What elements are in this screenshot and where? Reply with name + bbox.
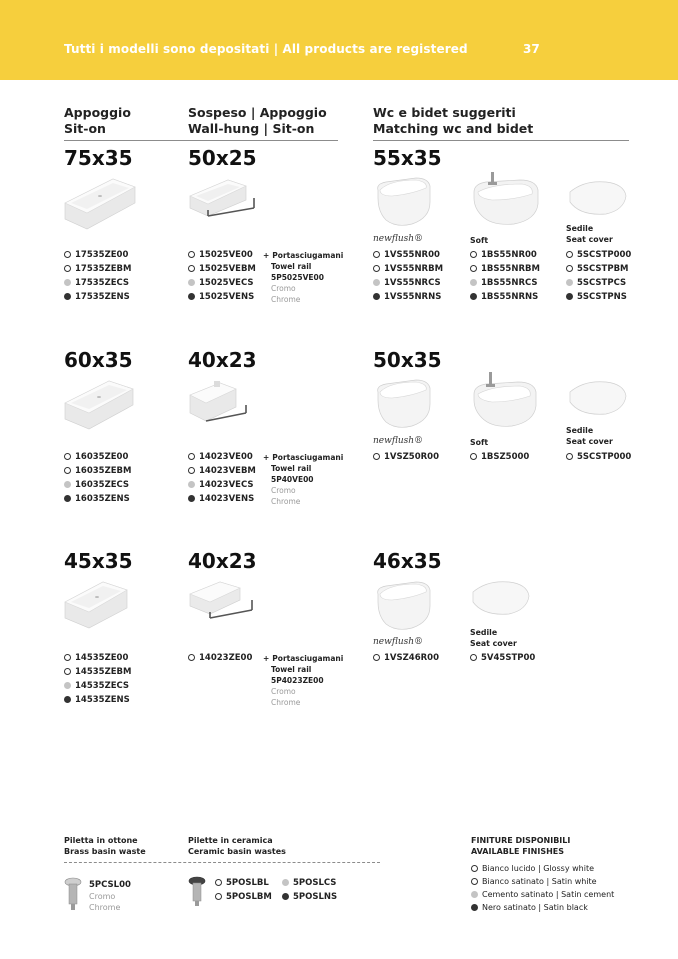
code-item: 1BSZ5000 (470, 451, 529, 465)
washbasin-40x23-image (188, 578, 260, 626)
glossy-white-dot (470, 453, 477, 460)
code-item: 14023VENS (188, 493, 254, 507)
glossy-white-dot (566, 453, 573, 460)
towel-rail-note: + Portasciugamani Towel rail 5P40VE00 Cromo Chrome (263, 453, 344, 506)
satin-cement-dot (188, 279, 195, 286)
finish-satin-cement: Cemento satinato | Satin cement (471, 889, 614, 900)
brass-waste-code: 5PCSL00 (89, 880, 131, 890)
finishes-header: FINITURE DISPONIBILI AVAILABLE FINISHES (471, 836, 571, 856)
satin-white-dot (188, 265, 195, 272)
sedile-text: Sedile (470, 628, 498, 637)
header-rule-left (64, 140, 338, 141)
code-item: 16035ZECS (64, 479, 129, 493)
satin-black-dot (64, 495, 71, 502)
seat-label (470, 627, 517, 649)
size-label: 50x35 (373, 348, 442, 372)
wc-46x35-image (372, 576, 444, 634)
satin-black-dot (566, 293, 573, 300)
code-item: 15025VENS (188, 291, 254, 305)
satin-cement-dot (64, 682, 71, 689)
finish-glossy-white: Bianco lucido | Glossy white (471, 863, 594, 874)
col2-header-en: Wall-hung | Sit-on (188, 121, 315, 136)
code-item: 1BS55NRCS (470, 277, 538, 291)
code-item: 14023VECS (188, 479, 253, 493)
satin-cement-dot (64, 279, 71, 286)
col3-header-en: Matching wc and bidet (373, 121, 534, 136)
satin-white-dot (64, 668, 71, 675)
code-item: 5POSLCS (282, 877, 336, 891)
satin-black-dot (471, 904, 478, 911)
size-label: 46x35 (373, 549, 442, 573)
glossy-white-dot (373, 654, 380, 661)
code-item: 15025VECS (188, 277, 253, 291)
satin-white-dot (64, 467, 71, 474)
brass-waste-image (63, 876, 83, 912)
newflush-label: newflush® (373, 637, 424, 647)
glossy-white-dot (188, 251, 195, 258)
satin-cement-dot (282, 879, 289, 886)
glossy-white-dot (188, 654, 195, 661)
code-item: 1VSZ46R00 (373, 652, 439, 666)
washbasin-45x35-image (63, 578, 133, 634)
glossy-white-dot (215, 879, 222, 886)
code-item: 17535ZEBM (64, 263, 131, 277)
banner-text: Tutti i modelli sono depositati | All products are registered (64, 42, 468, 56)
seat-label (566, 425, 613, 447)
wc-50x35-image (372, 374, 444, 432)
code-item: 17535ZECS (64, 277, 129, 291)
satin-black-dot (470, 293, 477, 300)
washbasin-40x23-image (188, 379, 250, 427)
code-item: 15025VE00 (188, 249, 253, 263)
ceramic-waste-header: Pilette in ceramica Ceramic basin wastes (188, 836, 286, 856)
code-item: 14535ZEBM (64, 666, 131, 680)
size-label: 40x23 (188, 549, 257, 573)
code-item: 14535ZE00 (64, 652, 128, 666)
header-rule-right (373, 140, 629, 141)
col2-header-it: Sospeso | Appoggio (188, 105, 327, 120)
code-item: 5POSLBM (215, 891, 272, 905)
code-item: 14535ZENS (64, 694, 130, 708)
glossy-white-dot (471, 865, 478, 872)
glossy-white-dot (373, 453, 380, 460)
satin-cement-dot (64, 481, 71, 488)
code-item: 5POSLNS (282, 891, 337, 905)
code-item: 1BS55NRBM (470, 263, 540, 277)
seat-label (566, 223, 613, 245)
satin-white-dot (566, 265, 573, 272)
code-item: 14023VEBM (188, 465, 256, 479)
satin-white-dot (215, 893, 222, 900)
glossy-white-dot (64, 453, 71, 460)
satin-black-dot (373, 293, 380, 300)
code-item: 1BS55NR00 (470, 249, 537, 263)
seat-cover-image (566, 376, 630, 418)
glossy-white-dot (373, 251, 380, 258)
sedile-text: Sedile (566, 426, 594, 435)
code-item: 5SCSTP000 (566, 249, 631, 263)
washbasin-50x25-image (188, 178, 258, 220)
code-item: 1VS55NR00 (373, 249, 440, 263)
col3-header (373, 105, 533, 137)
size-label: 45x35 (64, 549, 133, 573)
code-item: 5SCSTP000 (566, 451, 631, 465)
glossy-white-dot (470, 654, 477, 661)
glossy-white-dot (64, 654, 71, 661)
code-item: 1VS55NRNS (373, 291, 441, 305)
col1-header-en: Sit-on (64, 121, 106, 136)
towel-rail-note: + Portasciugamani Towel rail 5P4023ZE00 Cromo Chrome (263, 654, 344, 707)
top-banner (0, 0, 678, 80)
satin-white-dot (373, 265, 380, 272)
soft-label: Soft (470, 438, 489, 447)
washbasin-75x35-image (63, 175, 137, 231)
seat-cover-image (566, 176, 630, 218)
col1-header (64, 105, 131, 137)
page-number: 37 (523, 42, 540, 56)
code-item: 5POSLBL (215, 877, 269, 891)
finish-satin-black: Nero satinato | Satin black (471, 902, 588, 913)
glossy-white-dot (188, 453, 195, 460)
footer-dashed-rule (64, 862, 380, 863)
brass-chrome: Chrome (89, 903, 121, 912)
satin-cement-dot (470, 279, 477, 286)
code-item: 17535ZE00 (64, 249, 128, 263)
satin-white-dot (188, 467, 195, 474)
code-item: 1VS55NRCS (373, 277, 441, 291)
satin-black-dot (188, 293, 195, 300)
brass-waste-header: Piletta in ottone Brass basin waste (64, 836, 146, 856)
satin-cement-dot (188, 481, 195, 488)
satin-cement-dot (373, 279, 380, 286)
seat-cover-text: Seat cover (470, 639, 517, 648)
glossy-white-dot (566, 251, 573, 258)
bidet-55x35-image (470, 168, 546, 228)
satin-cement-dot (471, 891, 478, 898)
code-item: 5SCSTPCS (566, 277, 626, 291)
code-item: 1VSZ50R00 (373, 451, 439, 465)
brass-cromo: Cromo (89, 892, 116, 901)
code-item: 14023ZE00 (188, 652, 252, 666)
code-item: 15025VEBM (188, 263, 256, 277)
code-item: 14535ZECS (64, 680, 129, 694)
code-item: 17535ZENS (64, 291, 130, 305)
code-item: 1BS55NRNS (470, 291, 538, 305)
code-item: 5SCSTPNS (566, 291, 627, 305)
code-item: 16035ZENS (64, 493, 130, 507)
newflush-label: newflush® (373, 234, 424, 244)
size-label: 75x35 (64, 146, 133, 170)
code-item: 5V45STP00 (470, 652, 535, 666)
satin-cement-dot (566, 279, 573, 286)
satin-black-dot (282, 893, 289, 900)
satin-white-dot (470, 265, 477, 272)
size-label: 40x23 (188, 348, 257, 372)
soft-label: Soft (470, 236, 489, 245)
glossy-white-dot (470, 251, 477, 258)
code-item: 14023VE00 (188, 451, 253, 465)
ceramic-waste-image (187, 876, 207, 908)
glossy-white-dot (64, 251, 71, 258)
size-label: 55x35 (373, 146, 442, 170)
finish-satin-white: Bianco satinato | Satin white (471, 876, 597, 887)
seat-cover-text: Seat cover (566, 235, 613, 244)
col2-header (188, 105, 327, 137)
code-item: 16035ZEBM (64, 465, 131, 479)
washbasin-60x35-image (63, 377, 137, 433)
satin-white-dot (64, 265, 71, 272)
seat-cover-text: Seat cover (566, 437, 613, 446)
satin-black-dot (188, 495, 195, 502)
newflush-label: newflush® (373, 436, 424, 446)
towel-rail-note: + Portasciugamani Towel rail 5P5025VE00 Cromo Chrome (263, 251, 344, 304)
code-item: 1VS55NRBM (373, 263, 443, 277)
size-label: 50x25 (188, 146, 257, 170)
seat-cover-image (469, 576, 533, 618)
sedile-text: Sedile (566, 224, 594, 233)
satin-white-dot (471, 878, 478, 885)
wc-55x35-image (372, 172, 444, 230)
size-label: 60x35 (64, 348, 133, 372)
code-item: 5SCSTPBM (566, 263, 629, 277)
col1-header-it: Appoggio (64, 105, 131, 120)
code-item: 16035ZE00 (64, 451, 128, 465)
col3-header-it: Wc e bidet suggeriti (373, 105, 516, 120)
bidet-50x35-image (470, 370, 542, 430)
satin-black-dot (64, 696, 71, 703)
satin-black-dot (64, 293, 71, 300)
